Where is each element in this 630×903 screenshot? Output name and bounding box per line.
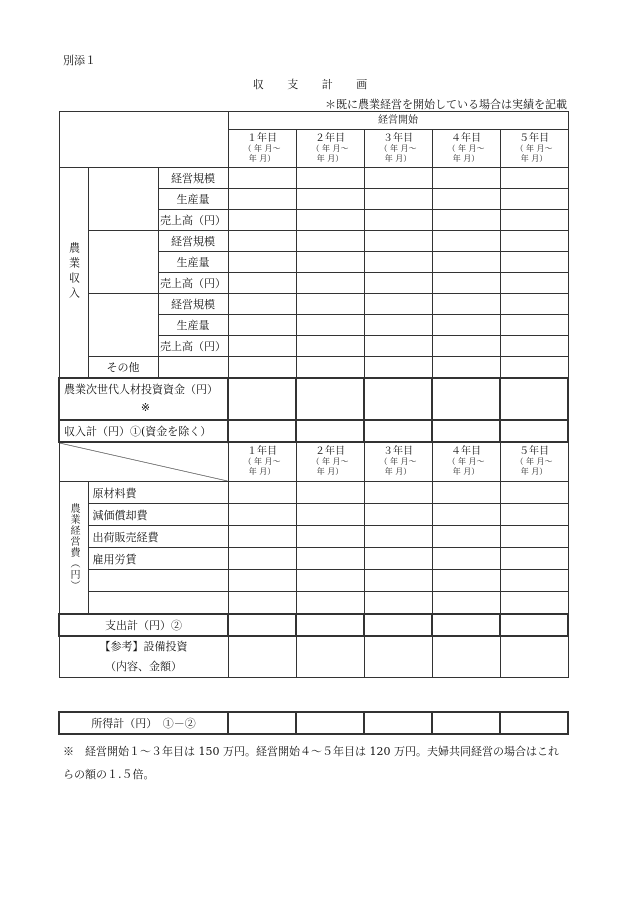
expense-total-label: 支出計（円）② <box>59 614 228 636</box>
income-expense-table <box>58 111 569 678</box>
year-4-header: ４年目 （ 年 月～ 年 月） <box>432 442 500 482</box>
expense-item[interactable] <box>88 570 228 592</box>
row-label: 経営規模 <box>158 168 228 189</box>
expense-item: 原材料費 <box>88 482 228 504</box>
expense-vertical-label: 農業経営費（円） <box>59 482 88 614</box>
row-label: 経営規模 <box>158 294 228 315</box>
income-vertical-label: 農業収入 <box>59 168 88 378</box>
diagonal-header <box>59 442 228 482</box>
expense-item: 雇用労賃 <box>88 548 228 570</box>
year-1-header: １年目 （ 年 月～ 年 月） <box>228 442 296 482</box>
attachment-label: 別添１ <box>63 54 96 67</box>
expense-item: 出荷販売経費 <box>88 526 228 548</box>
expense-item: 減価償却費 <box>88 504 228 526</box>
subsidy-label: 農業次世代人材投資資金（円） ※ <box>59 378 228 420</box>
top-note: ＊既に農業経営を開始している場合は実績を記載 <box>325 98 567 111</box>
crop-name-cell[interactable] <box>88 294 158 357</box>
expense-item[interactable] <box>88 592 228 614</box>
year-2-header: ２年目 （ 年 月～ 年 月） <box>296 130 364 168</box>
row-label: 経営規模 <box>158 231 228 252</box>
row-label: 生産量 <box>158 315 228 336</box>
row-label: 売上高（円） <box>158 273 228 294</box>
row-label: 売上高（円） <box>158 210 228 231</box>
crop-name-cell[interactable] <box>88 168 158 231</box>
income-total-label: 収入計（円）①(資金を除く） <box>59 420 228 442</box>
year-5-header: ５年目 （ 年 月～ 年 月） <box>500 442 568 482</box>
row-label: 生産量 <box>158 189 228 210</box>
year-3-header: ３年目 （ 年 月～ 年 月） <box>364 442 432 482</box>
row-label: 生産量 <box>158 252 228 273</box>
income-result-label: 所得計（円） ①－② <box>59 712 228 734</box>
row-label: 売上高（円） <box>158 336 228 357</box>
year-1-header: １年目 （ 年 月～ 年 月） <box>228 130 296 168</box>
crop-name-cell[interactable] <box>88 231 158 294</box>
bottom-note: ※ 経営開始１～３年目は 150 万円。経営開始４～５年目は 120 万円。夫婦共同経営の場合はこれらの額の１.５倍。 <box>63 745 559 781</box>
year-4-header: ４年目 （ 年 月～ 年 月） <box>432 130 500 168</box>
header-blank <box>59 112 228 168</box>
page-title: 収 支 計 画 <box>252 78 378 91</box>
year-2-header: ２年目 （ 年 月～ 年 月） <box>296 442 364 482</box>
reference-label: 【参考】設備投資 （内容、金額） <box>59 636 228 678</box>
other-income-label: その他 <box>88 357 158 378</box>
income-result-table <box>58 711 569 735</box>
year-5-header: ５年目 （ 年 月～ 年 月） <box>500 130 568 168</box>
header-group: 経営開始 <box>228 112 568 130</box>
year-3-header: ３年目 （ 年 月～ 年 月） <box>364 130 432 168</box>
